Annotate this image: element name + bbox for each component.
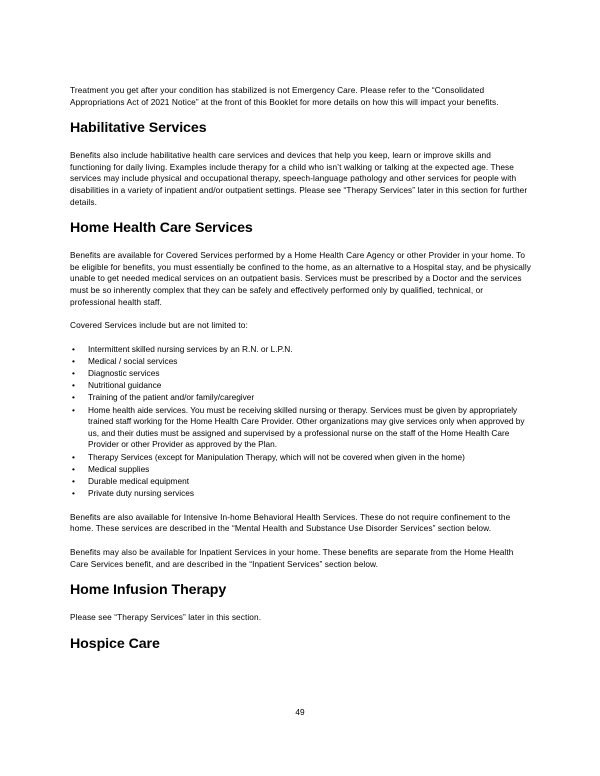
heading-home-health-care-services: Home Health Care Services — [70, 220, 253, 237]
list-item-label: Private duty nursing services — [88, 488, 195, 499]
list-item-label: Therapy Services (except for Manipulation Therapy, which will not be covered when given in the home) — [88, 451, 465, 462]
bullet-marker-icon: • — [72, 488, 75, 499]
heading-hospice-care: Hospice Care — [70, 635, 160, 652]
list-item — [70, 368, 531, 380]
list-item — [70, 476, 531, 488]
covered-services-lead-in: Covered Services include but are not limited to: — [70, 320, 248, 331]
list-item-label: Nutritional guidance — [88, 380, 162, 391]
list-item-label: Medical supplies — [88, 463, 150, 474]
list-item-label: Medical / social services — [88, 355, 178, 366]
covered-services-list — [70, 344, 531, 500]
bullet-marker-icon: • — [72, 380, 75, 391]
list-item-label: Diagnostic services — [88, 368, 160, 379]
page-content-column — [70, 85, 531, 666]
list-item — [70, 356, 531, 368]
list-item — [70, 452, 531, 464]
list-item — [70, 344, 531, 356]
list-item-label: Durable medical equipment — [88, 476, 190, 486]
bullet-marker-icon: • — [72, 451, 75, 462]
bullet-marker-icon: • — [72, 343, 75, 354]
intro-paragraph: Treatment you get after your condition has stabilized is not Emergency Care. Please refer to the “Consolidated Appropriations Act of 2021 Notice” at the front of this Booklet for more details on how this will impact your benefits. — [70, 85, 499, 107]
bullet-marker-icon: • — [72, 392, 75, 403]
page-number: 49 — [295, 707, 305, 717]
home-infusion-therapy-paragraph: Please see “Therapy Services” later in this section. — [70, 612, 262, 623]
bullet-marker-icon: • — [72, 476, 75, 486]
heading-home-infusion-therapy: Home Infusion Therapy — [70, 582, 227, 599]
inpatient-services-in-home-paragraph: Benefits may also be available for Inpatient Services in your home. These benefits are separate from the Home Health Care Services benefit, and are described in the “Inpatient Services” section below. — [70, 546, 514, 569]
habilitative-services-paragraph: Benefits also include habilitative health care services and devices that help you keep, learn or improve skills and functioning for daily living. Examples include therapy for a child who isn’t walking or talking at the expected age. These services may include physical and occupational therapy, speech-language pathology and other services for people with disabilities in a variety of inpatient and/or outpatient settings. Please see “Therapy Services” later in this section for further details. — [70, 150, 528, 207]
list-item-label: Home health aide services. You must be receiving skilled nursing or therapy. Services must be given by appropriately trained staff working for the Home Health Care Provider. Other organizations may give services only when approved by us, and their duties must be assigned and supervised by a professional nurse on the staff of the Home Health Care Provider or other Provider as approved by the Plan. — [88, 404, 525, 450]
list-item-label: Training of the patient and/or family/caregiver — [88, 392, 255, 403]
list-item — [70, 392, 531, 404]
intensive-in-home-behavioral-health-paragraph: Benefits are also available for Intensive In-home Behavioral Health Services. These do not require confinement to the home. These services are described in the “Mental Health and Substance Use Disorder Services” section below. — [70, 511, 511, 534]
heading-habilitative-services: Habilitative Services — [70, 120, 207, 137]
home-health-care-eligibility-paragraph: Benefits are available for Covered Services performed by a Home Health Care Agency or other Provider in your home. To be eligible for benefits, you must essentially be confined to the home, as an alternative to a Hospital stay, and be physically unable to get needed medical services on an outpatient basis. Services must be prescribed by a Doctor and the services must be so inherently complex that they can be safely and effectively performed only by qualified, technical, or professional health staff. — [70, 250, 531, 307]
bullet-marker-icon: • — [72, 355, 75, 366]
list-item — [70, 488, 531, 500]
list-item-label: Intermittent skilled nursing services by an R.N. or L.P.N. — [88, 343, 293, 354]
bullet-marker-icon: • — [72, 368, 75, 379]
list-item — [70, 380, 531, 392]
list-item — [70, 405, 531, 451]
bullet-marker-icon: • — [72, 404, 75, 415]
bullet-marker-icon: • — [72, 463, 75, 474]
list-item — [70, 464, 531, 476]
